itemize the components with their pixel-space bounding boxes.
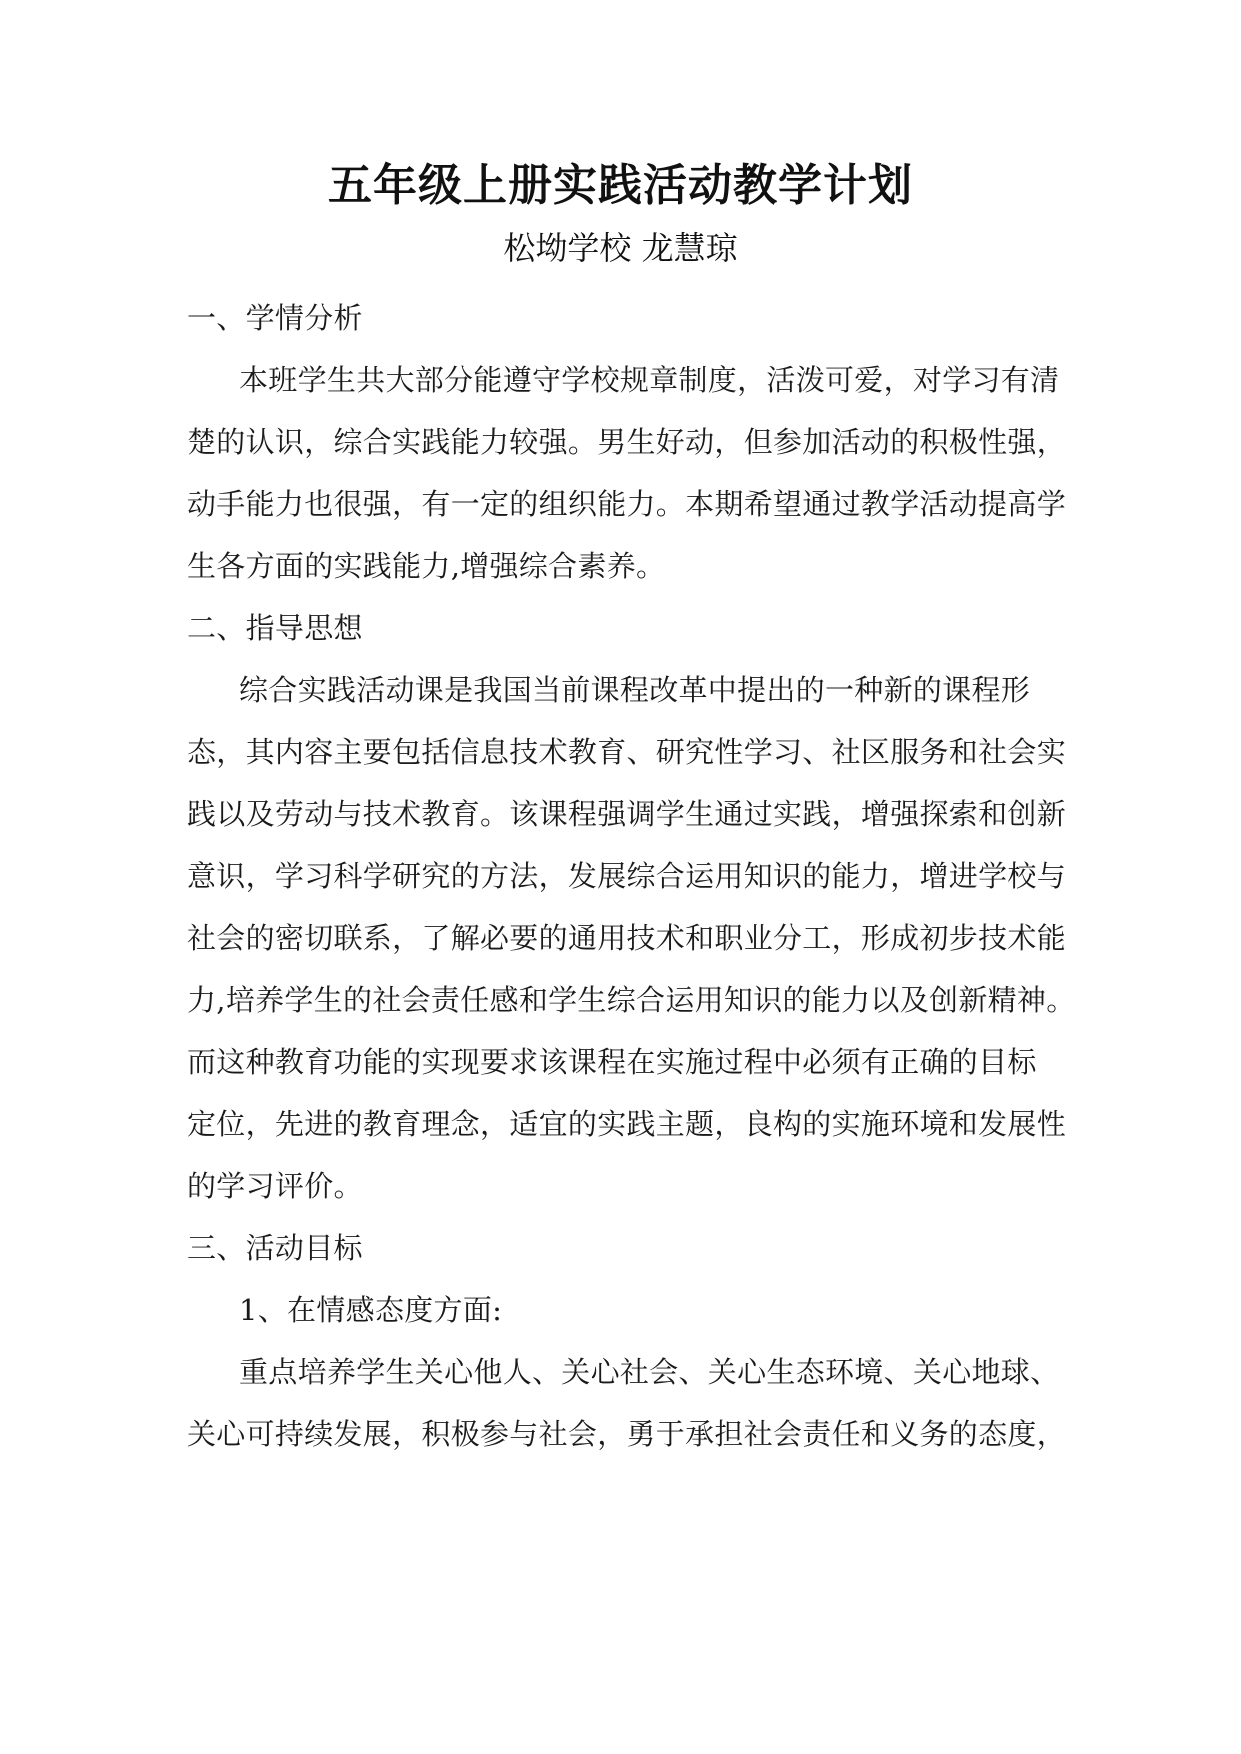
- document-title: 五年级上册实践活动教学计划: [328, 160, 913, 211]
- paragraph-line: 定位，先进的教育理念，适宜的实践主题，良构的实施环境和发展性: [187, 1107, 1067, 1141]
- paragraph-line: 而这种教育功能的实现要求该课程在实施过程中必须有正确的目标: [187, 1045, 1037, 1079]
- paragraph-line: 践以及劳动与技术教育。该课程强调学生通过实践，增强探索和创新: [187, 797, 1067, 831]
- document-body: [187, 287, 1076, 1465]
- paragraph-line: 关心可持续发展，积极参与社会，勇于承担社会责任和义务的态度，: [187, 1417, 1067, 1451]
- paragraph-line: 的学习评价。: [187, 1169, 363, 1203]
- paragraph-line: 综合实践活动课是我国当前课程改革中提出的一种新的课程形: [239, 673, 1031, 707]
- paragraph-line: 重点培养学生关心他人、关心社会、关心生态环境、关心地球、: [239, 1355, 1060, 1389]
- section-heading-activity-goals: 三、活动目标: [187, 1231, 363, 1265]
- paragraph-line: 力,培养学生的社会责任感和学生综合运用知识的能力以及创新精神。: [187, 983, 1076, 1017]
- paragraph-line: 本班学生共大部分能遵守学校规章制度，活泼可爱，对学习有清: [239, 363, 1060, 397]
- paragraph-line: 社会的密切联系，了解必要的通用技术和职业分工，形成初步技术能: [187, 921, 1067, 955]
- paragraph-line: 楚的认识，综合实践能力较强。男生好动，但参加活动的积极性强，: [187, 425, 1067, 459]
- paragraph-line: 动手能力也很强，有一定的组织能力。本期希望通过教学活动提高学: [187, 487, 1067, 521]
- paragraph-line: 意识，学习科学研究的方法，发展综合运用知识的能力，增进学校与: [187, 859, 1067, 893]
- document-author: 松坳学校 龙慧琼: [503, 229, 738, 267]
- subsection-heading-emotional-attitude: 1、在情感态度方面:: [239, 1293, 503, 1327]
- paragraph-line: 态，其内容主要包括信息技术教育、研究性学习、社区服务和社会实: [187, 735, 1067, 769]
- section-heading-guiding-ideology: 二、指导思想: [187, 611, 363, 645]
- paragraph-line: 生各方面的实践能力,增强综合素养。: [187, 549, 666, 583]
- section-heading-learning-analysis: 一、学情分析: [187, 301, 363, 335]
